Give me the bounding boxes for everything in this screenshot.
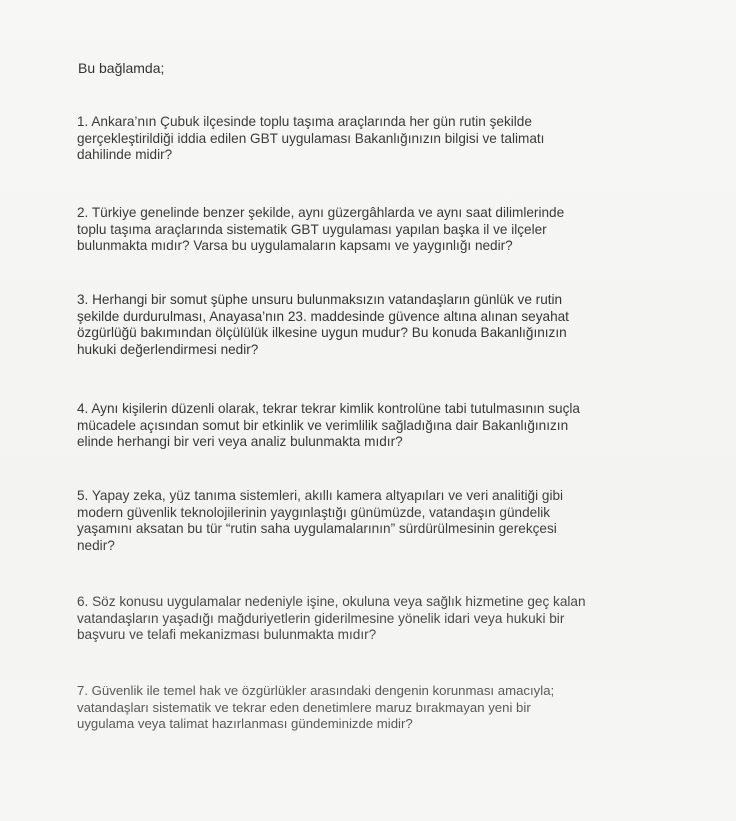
question-6 [77,594,662,644]
question-7-line-3: uygulama veya talimat hazırlanması gündeminizde midir? [77,716,413,732]
question-3-line-3: özgürlüğü bakımından ölçülülük ilkesine uygun mudur? Bu konuda Bakanlığınızın [77,325,567,341]
question-5 [77,488,662,554]
question-3-line-2: şekilde durdurulması, Anayasa’nın 23. maddesinde güvence altına alınan seyahat [77,308,569,324]
question-4 [77,401,662,451]
question-6-line-2: vatandaşların yaşadığı mağduriyetlerin giderilmesine yönelik idari veya hukuki bir [77,610,565,626]
question-5-line-4: nedir? [77,537,115,553]
question-4-line-2: mücadele açısından somut bir etkinlik ve verimlilik sağladığına dair Bakanlığınızın [77,417,569,433]
intro-text: Bu bağlamda; [78,60,165,76]
question-3 [77,292,662,358]
question-2-line-1: 2. Türkiye genelinde benzer şekilde, aynı güzergâhlarda ve aynı saat dilimlerinde [77,205,565,220]
question-5-line-3: yaşamını aksatan bu tür “rutin saha uygulamalarının” sürdürülmesinin gerekçesi [77,521,557,537]
question-6-line-3: başvuru ve telafi mekanizması bulunmakta mıdır? [77,627,377,643]
question-1-line-1: 1. Ankara’nın Çubuk ilçesinde toplu taşıma araçlarında her gün rutin şekilde [77,114,532,129]
question-3-line-4: hukuki değerlendirmesi nedir? [77,341,259,357]
question-2-line-2: toplu taşıma araçlarında sistematik GBT uygulaması yapılan başka il ve ilçeler [77,221,547,237]
question-6-line-1: 6. Söz konusu uygulamalar nedeniyle işine, okuluna veya sağlık hizmetine geç kalan [77,594,586,609]
question-7-line-2: vatandaşları sistematik ve tekrar eden denetimlere maruz bırakmayan yeni bir [77,699,531,715]
question-4-line-1: 4. Aynı kişilerin düzenli olarak, tekrar tekrar kimlik kontrolüne tabi tutulmasının suçla [77,401,580,416]
question-7 [77,683,662,733]
question-7-line-1: 7. Güvenlik ile temel hak ve özgürlükler arasındaki dengenin korunması amacıyla; [77,683,555,698]
question-5-line-1: 5. Yapay zeka, yüz tanıma sistemleri, akıllı kamera altyapıları ve veri analitiği gibi [77,488,564,503]
question-1-line-2: gerçekleştirildiği iddia edilen GBT uygulaması Bakanlığınızın bilgisi ve talimatı [77,130,545,146]
question-4-line-3: elinde herhangi bir veri veya analiz bulunmakta mıdır? [77,434,403,450]
question-2-line-3: bulunmakta mıdır? Varsa bu uygulamaların kapsamı ve yaygınlığı nedir? [77,238,513,254]
question-3-line-1: 3. Herhangi bir somut şüphe unsuru bulunmaksızın vatandaşların günlük ve rutin [77,292,563,307]
question-2 [77,205,662,255]
question-1-line-3: dahilinde midir? [77,147,173,163]
question-5-line-2: modern güvenlik teknolojilerinin yaygınlaştığı günümüzde, vatandaşın gündelik [77,504,551,520]
question-1 [77,114,662,164]
